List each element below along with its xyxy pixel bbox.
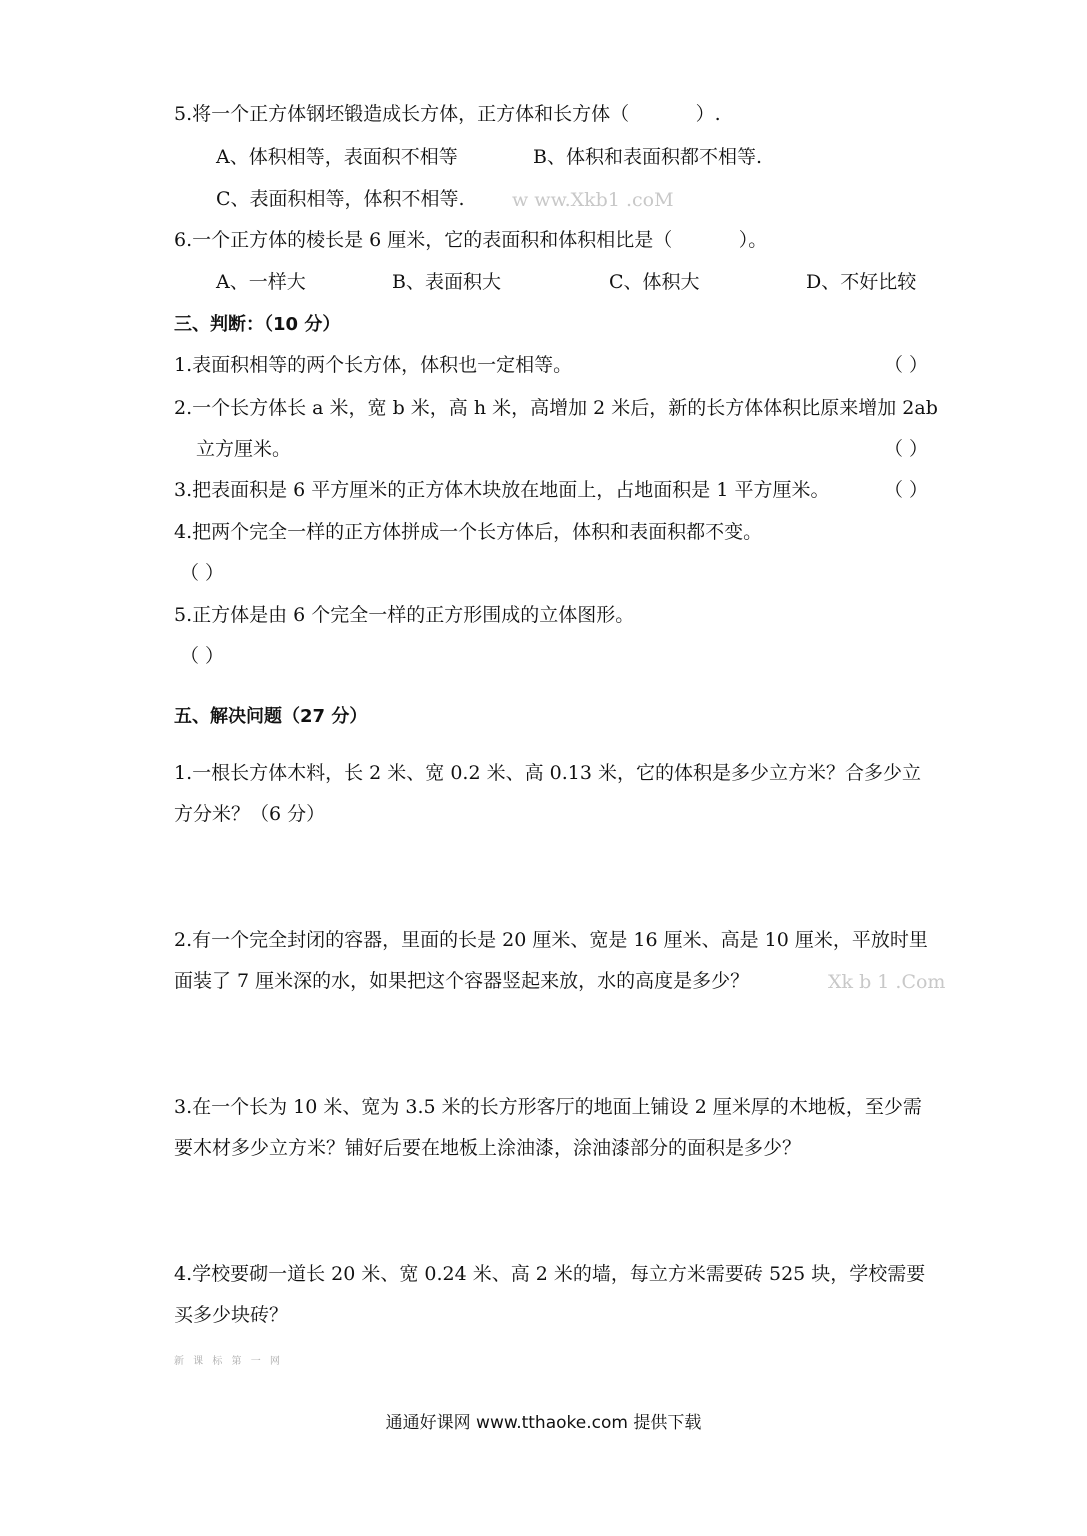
q5-option-b: B、体积和表面积都不相等. <box>533 146 763 168</box>
q6-option-c: C、体积大 <box>609 271 700 293</box>
judge-item-3: 3.把表面积是 6 平方厘米的正方体木块放在地面上，占地面积是 1 平方厘米。 <box>174 479 830 501</box>
q6-option-b: B、表面积大 <box>392 271 501 293</box>
q5-option-c: C、表面积相等，体积不相等. <box>216 188 465 210</box>
judge-item-4: 4.把两个完全一样的正方体拼成一个长方体后，体积和表面积都不变。 <box>174 521 763 543</box>
problem-3-line-1: 3.在一个长为 10 米、宽为 3.5 米的长方形客厅的地面上铺设 2 厘米厚的木地板，至少需 <box>174 1096 922 1118</box>
q6-option-d: D、不好比较 <box>806 271 917 293</box>
q5-stem: 5.将一个正方体钢坯锻造成长方体，正方体和长方体（ ）. <box>174 103 721 125</box>
judge-item-2-cont: 立方厘米。 <box>196 438 292 460</box>
q5-option-a: A、体积相等，表面积不相等 <box>216 146 458 168</box>
judge-blank-2[interactable]: （ ） <box>884 438 929 460</box>
footer-download-note: 通通好课网 www.tthaoke.com 提供下载 <box>385 1413 702 1433</box>
judge-item-2: 2.一个长方体长 a 米，宽 b 米，高 h 米，高增加 2 米后，新的长方体体积比原来增加 2ab <box>174 397 938 419</box>
q6-option-a: A、一样大 <box>216 271 306 293</box>
judge-blank-3[interactable]: （ ） <box>884 479 929 501</box>
judge-item-1: 1.表面积相等的两个长方体，体积也一定相等。 <box>174 354 573 376</box>
judge-blank-5[interactable]: （ ） <box>180 645 225 667</box>
watermark-text: w ww.Xkb1 .coM <box>512 189 674 211</box>
problem-4-line-1: 4.学校要砌一道长 20 米、宽 0.24 米、高 2 米的墙，每立方米需要砖 525 块，学校需要 <box>174 1263 926 1285</box>
problem-2-line-1: 2.有一个完全封闭的容器，里面的长是 20 厘米、宽是 16 厘米、高是 10 厘米，平放时里 <box>174 929 928 951</box>
watermark-text-2: Xk b 1 .Com <box>828 971 946 993</box>
judge-blank-4[interactable]: （ ） <box>180 562 225 584</box>
judge-blank-1[interactable]: （ ） <box>884 354 929 376</box>
problem-2-line-2: 面装了 7 厘米深的水，如果把这个容器竖起来放，水的高度是多少？ <box>174 970 750 992</box>
problem-3-line-2: 要木材多少立方米？铺好后要在地板上涂油漆，涂油漆部分的面积是多少？ <box>174 1137 802 1159</box>
problem-1-line-2: 方分米？（6 分） <box>174 803 326 825</box>
problem-4-line-2: 买多少块砖？ <box>174 1304 289 1326</box>
judge-item-5: 5.正方体是由 6 个完全一样的正方形围成的立体图形。 <box>174 604 635 626</box>
section-5-title: 五、解决问题（27 分） <box>174 706 368 727</box>
section-3-title: 三、判断：（10 分） <box>174 314 341 335</box>
problem-1-line-1: 1.一根长方体木料，长 2 米、宽 0.2 米、高 0.13 米，它的体积是多少立方米？合多少立 <box>174 762 921 784</box>
site-mark: 新 课 标 第 一 网 <box>174 1356 283 1367</box>
q6-stem: 6.一个正方体的棱长是 6 厘米，它的表面积和体积相比是（ ）。 <box>174 229 768 251</box>
